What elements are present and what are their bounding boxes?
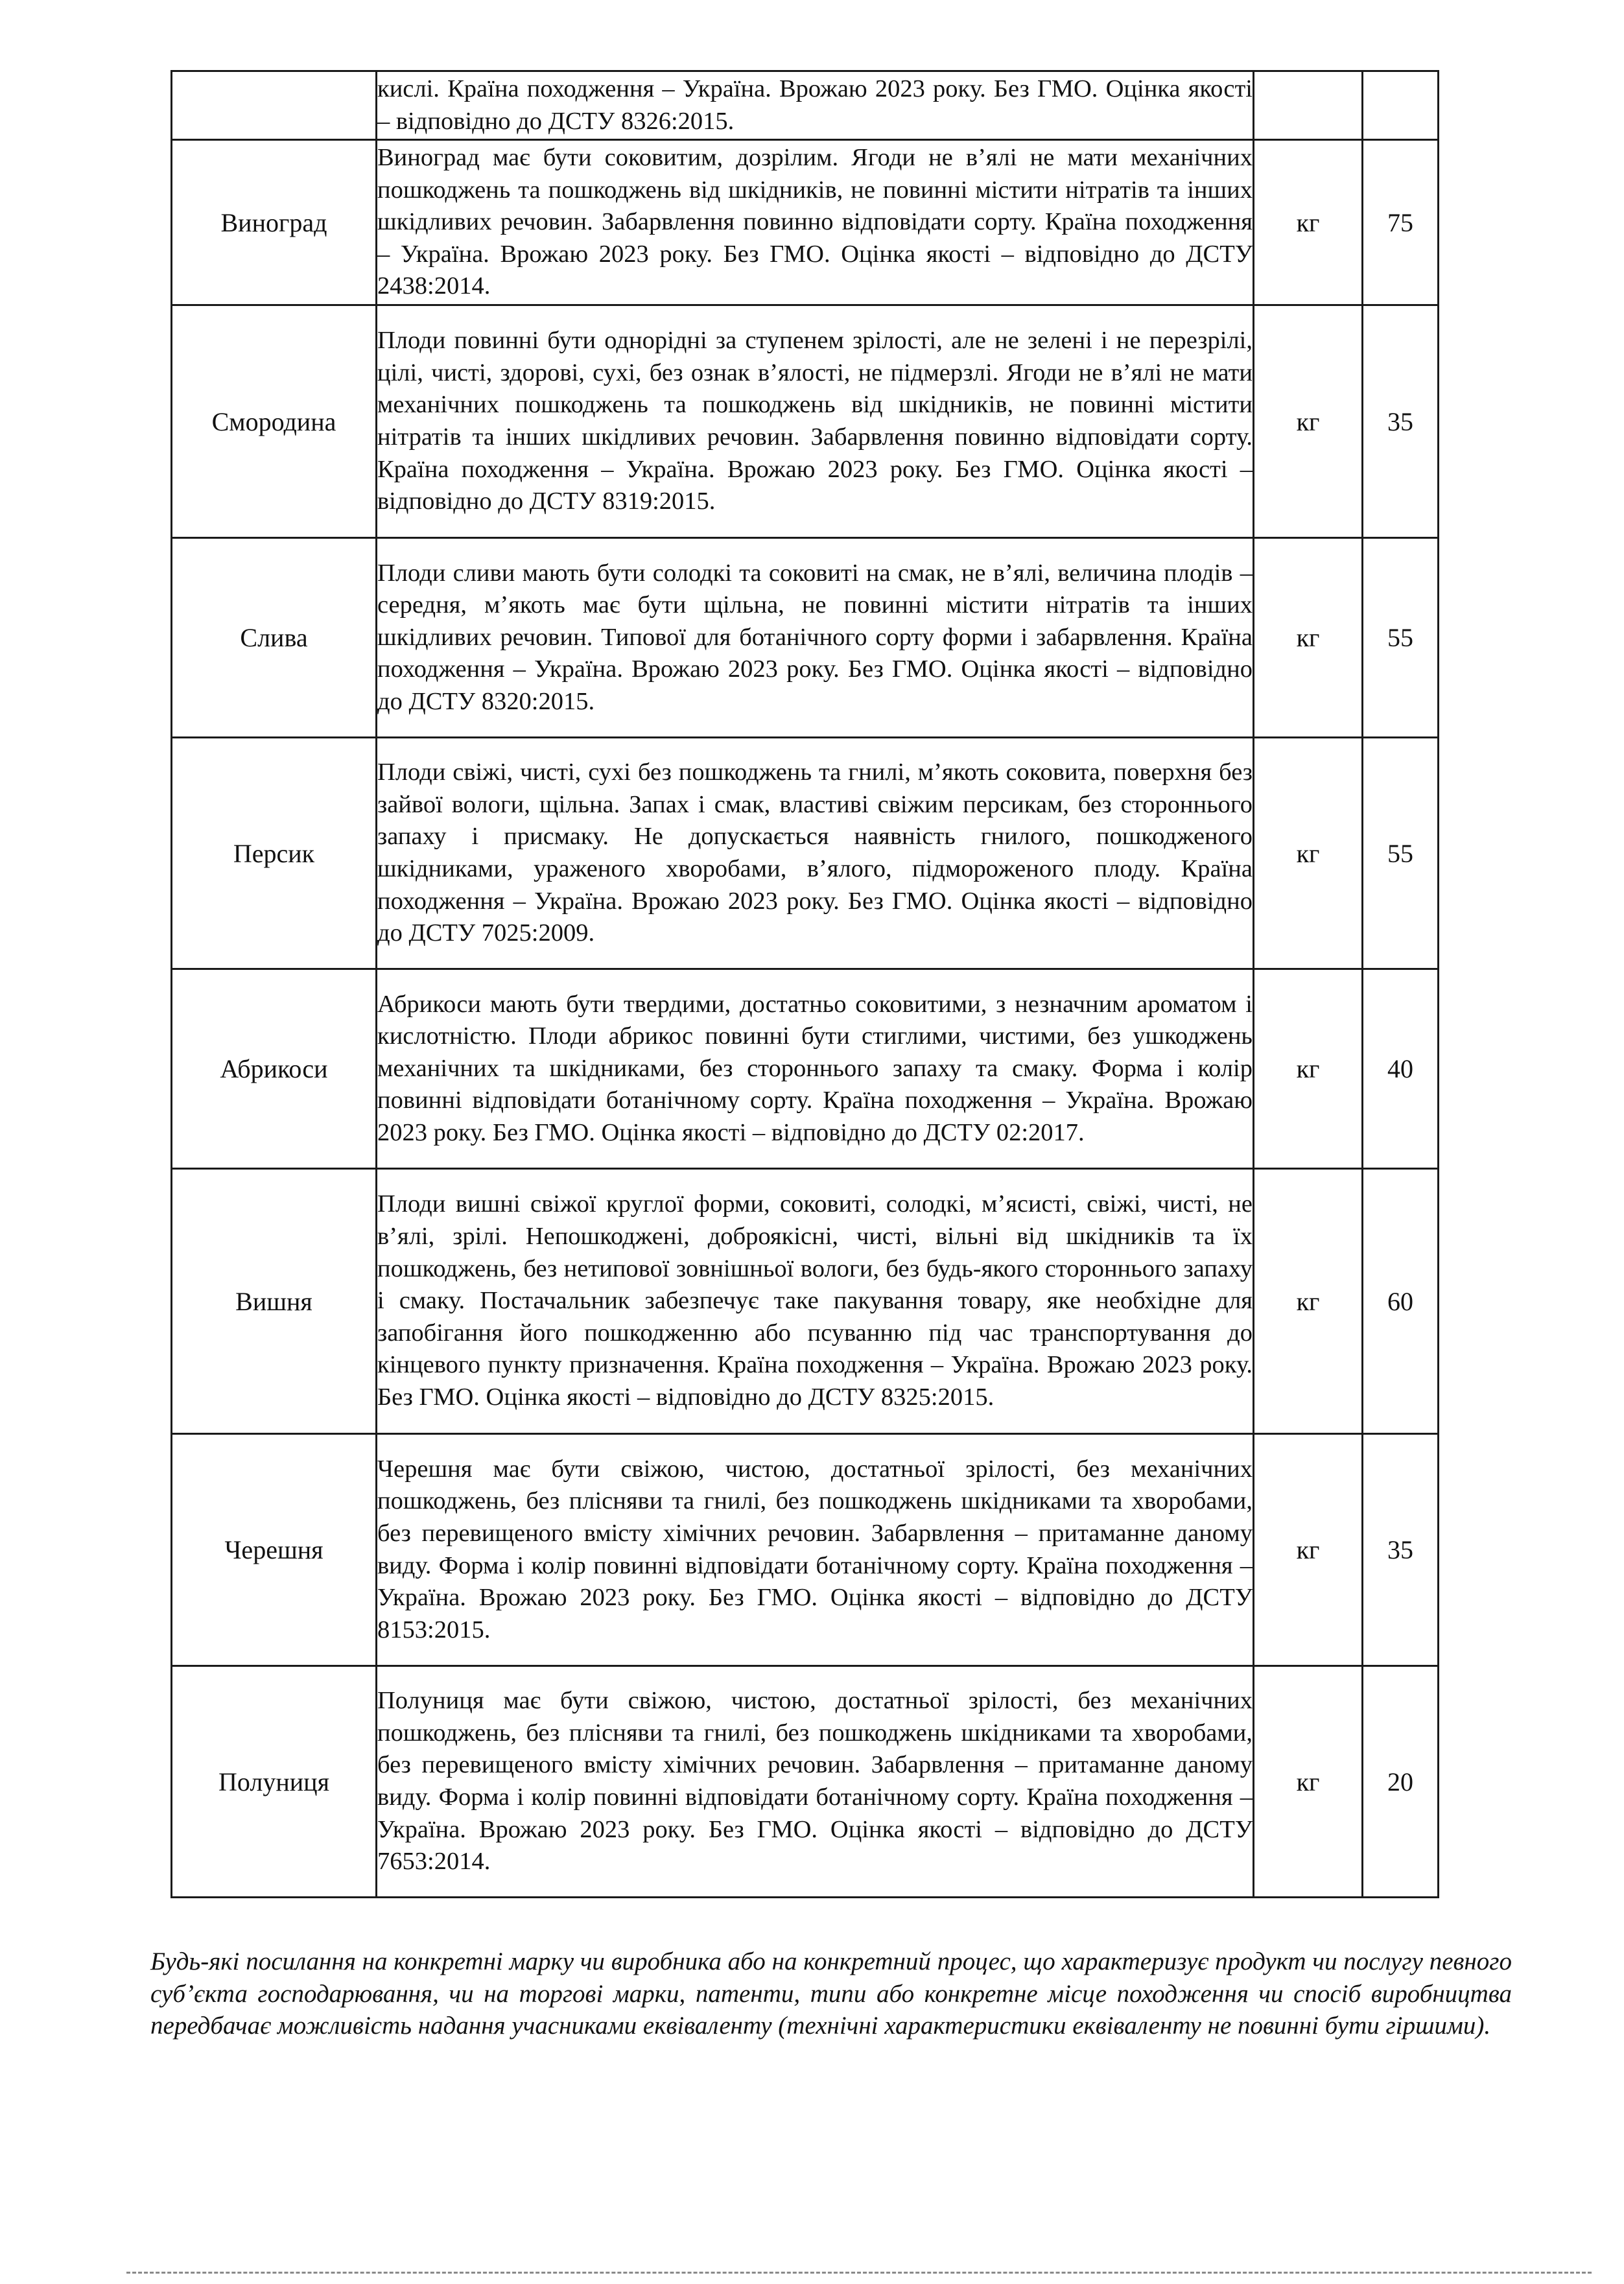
product-name: Абрикоси xyxy=(172,969,377,1169)
product-name: Смородина xyxy=(172,305,377,538)
unit-cell: кг xyxy=(1254,538,1363,738)
unit-cell: кг xyxy=(1254,1666,1363,1898)
table-row xyxy=(172,969,1439,1169)
quantity-cell: 35 xyxy=(1363,305,1439,538)
unit-cell: кг xyxy=(1254,738,1363,969)
product-description: Абрикоси мають бути твердими, достатньо соковитими, з незначним ароматом і кислотністю. Плоди абрикос повинні бути стиглими, чистими, без ушкоджень механічних та шкідниками, без стороннього запаху та смаку. Форма і колір повинні відповідати ботанічному сорту. Країна походження – Україна. Врожаю 2023 року. Без ГМО. Оцінка якості – відповідно до ДСТУ 02:2017. xyxy=(377,969,1254,1169)
table-row xyxy=(172,538,1439,738)
product-description: Плоди сливи мають бути солодкі та соковиті на смак, не в’ялі, величина плодів – середня, м’якоть має бути щільна, не повинні містити нітратів та інших шкідливих речовин. Типової для ботанічного сорту форми і забарвлення. Країна походження – Україна. Врожаю 2023 року. Без ГМО. Оцінка якості – відповідно до ДСТУ 8320:2015. xyxy=(377,538,1254,738)
product-description: кислі. Країна походження – Україна. Врожаю 2023 року. Без ГМО. Оцінка якості – відповідно до ДСТУ 8326:2015. xyxy=(377,71,1254,140)
product-name: Вишня xyxy=(172,1169,377,1434)
product-name: Слива xyxy=(172,538,377,738)
unit-cell: кг xyxy=(1254,1169,1363,1434)
table-row xyxy=(172,71,1439,140)
quantity-cell: 55 xyxy=(1363,538,1439,738)
unit-cell: кг xyxy=(1254,305,1363,538)
equivalence-footnote: Будь-які посилання на конкретні марку чи виробника або на конкретний процес, що характеризує продукт чи послугу певного суб’єкта господарювання, чи на торгові марки, патенти, типи або конкретне місце походження чи спосіб виробництва передбачає можливість надання учасниками еквіваленту (технічні характеристики еквіваленту не повинні бути гіршими). xyxy=(150,1948,1512,2040)
unit-cell xyxy=(1254,71,1363,140)
quantity-cell: 75 xyxy=(1363,140,1439,305)
unit-cell: кг xyxy=(1254,969,1363,1169)
quantity-cell xyxy=(1363,71,1439,140)
quantity-cell: 20 xyxy=(1363,1666,1439,1898)
quantity-cell: 55 xyxy=(1363,738,1439,969)
quantity-cell: 40 xyxy=(1363,969,1439,1169)
product-name: Полуниця xyxy=(172,1666,377,1898)
unit-cell: кг xyxy=(1254,140,1363,305)
product-description: Виноград має бути соковитим, дозрілим. Ягоди не в’ялі не мати механічних пошкоджень та пошкоджень від шкідників, не повинні містити нітратів та інших шкідливих речовин. Забарвлення повинно відповідати сорту. Країна походження – Україна. Врожаю 2023 року. Без ГМО. Оцінка якості – відповідно до ДСТУ 2438:2014. xyxy=(377,140,1254,305)
quantity-cell: 35 xyxy=(1363,1434,1439,1666)
product-spec-table xyxy=(171,70,1439,1898)
product-description: Плоди вишні свіжої круглої форми, соковиті, солодкі, м’ясисті, свіжі, чисті, не в’ялі, зрілі. Непошкоджені, доброякісні, чисті, вільні від шкідників та їх пошкоджень, без нетипової зовнішньої вологи, без будь-якого стороннього запаху і смаку. Постачальник забезпечує таке пакування товару, яке необхідне для запобігання його пошкодженню або псуванню під час транспортування до кінцевого пункту призначення. Країна походження – Україна. Врожаю 2023 року. Без ГМО. Оцінка якості – відповідно до ДСТУ 8325:2015. xyxy=(377,1169,1254,1434)
table-row xyxy=(172,1169,1439,1434)
product-name: Черешня xyxy=(172,1434,377,1666)
table-row xyxy=(172,1434,1439,1666)
product-description: Черешня має бути свіжою, чистою, достатньої зрілості, без механічних пошкоджень, без плісняви та гнилі, без пошкоджень шкідниками та хворобами, без перевищеного вмісту хімічних речовин. Забарвлення – притаманне даному виду. Форма і колір повинні відповідати ботанічному сорту. Країна походження – Україна. Врожаю 2023 року. Без ГМО. Оцінка якості – відповідно до ДСТУ 8153:2015. xyxy=(377,1434,1254,1666)
quantity-cell: 60 xyxy=(1363,1169,1439,1434)
product-description: Плоди свіжі, чисті, сухі без пошкоджень та гнилі, м’якоть соковита, поверхня без зайвої вологи, щільна. Запах і смак, властиві свіжим персикам, без стороннього запаху і присмаку. Не допускається наявність гнилого, пошкодженого шкідниками, ураженого хворобами, в’ялого, підмороженого плоду. Країна походження – Україна. Врожаю 2023 року. Без ГМО. Оцінка якості – відповідно до ДСТУ 7025:2009. xyxy=(377,738,1254,969)
product-description: Плоди повинні бути однорідні за ступенем зрілості, але не зелені і не перезрілі, цілі, чисті, здорові, сухі, без ознак в’ялості, не підмерзлі. Ягоди не в’ялі не мати механічних пошкоджень та пошкоджень від шкідників, не повинні містити нітратів та інших шкідливих речовин. Забарвлення повинно відповідати сорту. Країна походження – Україна. Врожаю 2023 року. Без ГМО. Оцінка якості – відповідно до ДСТУ 8319:2015. xyxy=(377,305,1254,538)
product-name: Виноград xyxy=(172,140,377,305)
table-row xyxy=(172,305,1439,538)
scan-bottom-dash-line xyxy=(126,2272,1592,2274)
product-name xyxy=(172,71,377,140)
unit-cell: кг xyxy=(1254,1434,1363,1666)
table-row xyxy=(172,140,1439,305)
product-description: Полуниця має бути свіжою, чистою, достатньої зрілості, без механічних пошкоджень, без плісняви та гнилі, без пошкоджень шкідниками та хворобами, без перевищеного вмісту хімічних речовин. Забарвлення – притаманне даному виду. Форма і колір повинні відповідати ботанічному сорту. Країна походження – Україна. Врожаю 2023 року. Без ГМО. Оцінка якості – відповідно до ДСТУ 7653:2014. xyxy=(377,1666,1254,1898)
table-row xyxy=(172,1666,1439,1898)
product-name: Персик xyxy=(172,738,377,969)
table-row xyxy=(172,738,1439,969)
